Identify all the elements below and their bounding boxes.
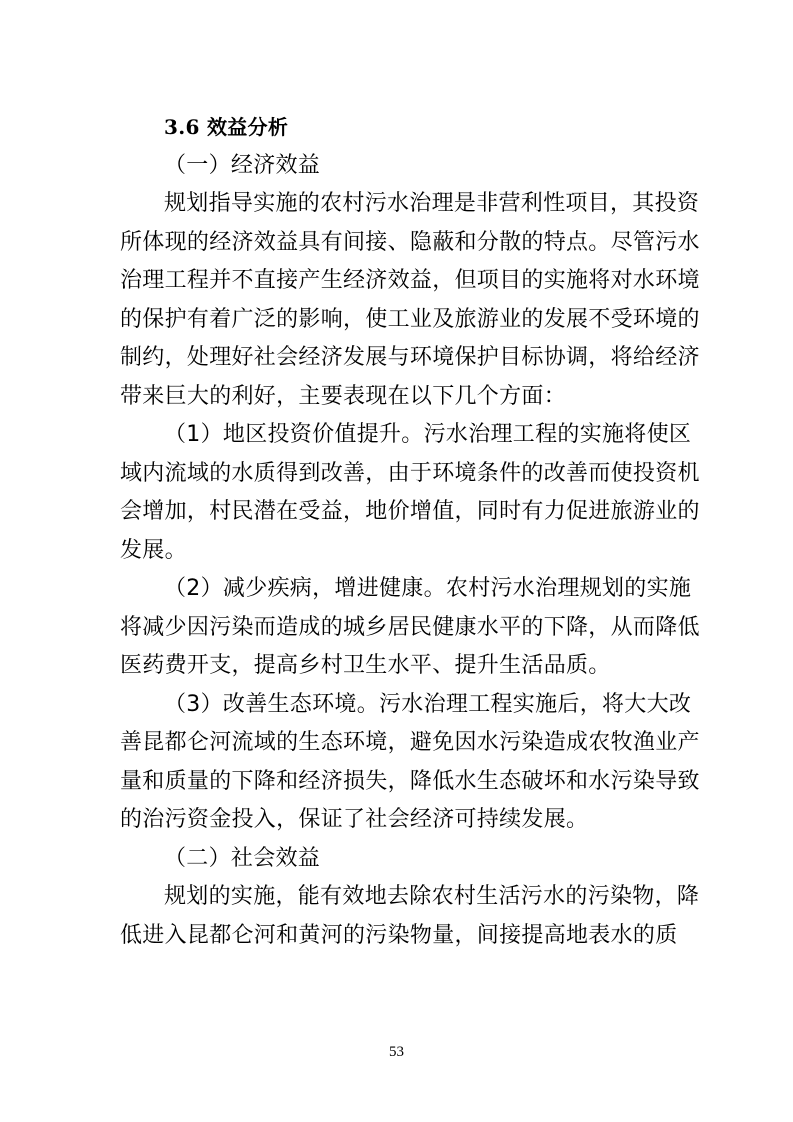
section-title: 3.6 效益分析 (164, 115, 289, 139)
paragraph-line: 低进入昆都仑河和黄河的污染物量，间接提高地表水的质 (120, 922, 678, 948)
paragraph-line: （2）减少疾病，增进健康。农村污水治理规划的实施 (164, 576, 692, 601)
paragraph-line: 制约，处理好社会经济发展与环境保护目标协调，将给经济 (120, 345, 700, 370)
item-1-paragraph (120, 416, 700, 570)
social-benefits-heading: （二）社会效益 (164, 845, 321, 871)
paragraph-line: 治理工程并不直接产生经济效益，但项目的实施将对水环境 (120, 268, 700, 293)
paragraph-line: 规划的实施，能有效地去除农村生活污水的污染物，降 (164, 884, 700, 909)
paragraph-line: 医药费开支，提高乡村卫生水平、提升生活品质。 (120, 653, 611, 678)
item-2-paragraph (120, 570, 700, 686)
item-3-paragraph (120, 686, 700, 840)
paragraph-line: 发展。 (120, 537, 187, 563)
paragraph-line: 的治污资金投入，保证了社会经济可持续发展。 (120, 807, 589, 832)
paragraph-line: 规划指导实施的农村污水治理是非营利性项目，其投资 (164, 191, 700, 216)
paragraph-line: 会增加，村民潜在受益，地价增值，同时有力促进旅游业的 (120, 499, 700, 524)
paragraph-line: 善昆都仑河流域的生态环境，避免因水污染造成农牧渔业产 (120, 730, 700, 755)
economic-intro-paragraph (120, 185, 700, 416)
paragraph-line: 所体现的经济效益具有间接、隐蔽和分散的特点。尽管污水 (120, 229, 700, 255)
paragraph-line: （1）地区投资价值提升。污水治理工程的实施将使区 (164, 422, 692, 447)
social-intro-paragraph (120, 878, 700, 955)
paragraph-line: 带来巨大的利好，主要表现在以下几个方面： (120, 383, 567, 409)
document-body (120, 108, 700, 955)
paragraph-line: （3）改善生态环境。污水治理工程实施后，将大大改 (164, 691, 692, 717)
paragraph-line: 将减少因污染而造成的城乡居民健康水平的下降，从而降低 (120, 614, 700, 640)
economic-benefits-heading: （一）经济效益 (164, 152, 321, 178)
paragraph-line: 域内流域的水质得到改善，由于环境条件的改善而使投资机 (120, 460, 700, 486)
page-number: 53 (389, 1044, 404, 1060)
paragraph-line: 的保护有着广泛的影响，使工业及旅游业的发展不受环境的 (120, 306, 700, 332)
paragraph-line: 量和质量的下降和经济损失，降低水生态破坏和水污染导致 (120, 768, 700, 794)
